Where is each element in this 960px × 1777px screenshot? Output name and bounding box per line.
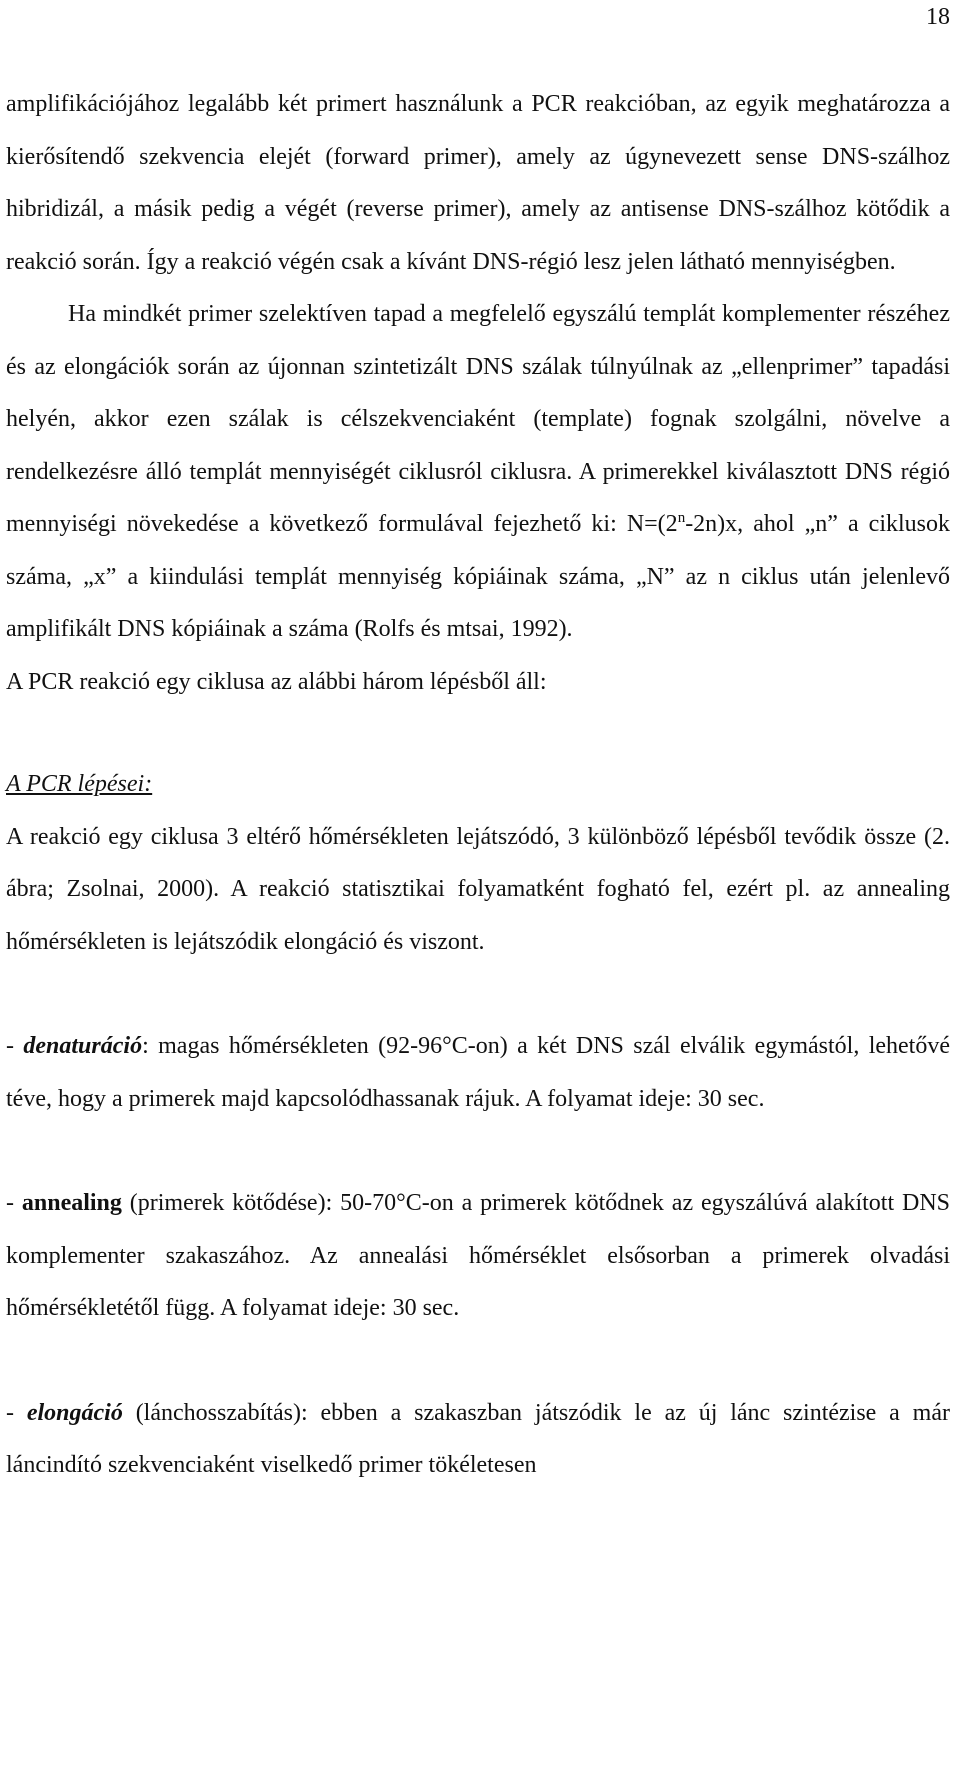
step-annealing	[6, 1177, 950, 1335]
page-body	[6, 78, 950, 1492]
paragraph-primer-binding	[6, 288, 950, 656]
step-text: (lánchosszabítás): ebben a szakaszban játszódik le az új lánc szintézise a már láncindító szekvenciaként viselkedő primer tökéletesen	[6, 1399, 950, 1478]
paragraph-cycle-intro: A PCR reakció egy ciklusa az alábbi három lépésből áll:	[6, 668, 547, 695]
step-dash: -	[6, 1190, 22, 1216]
superscript-n: n	[677, 510, 686, 526]
paragraph-cycle-description: A reakció egy ciklusa 3 eltérő hőmérsékleten lejátszódó, 3 különböző lépésből tevődik össze (2. ábra; Zsolnai, 2000). A reakció statisztikai folyamatként fogható fel, ezért pl. az annealing hőmérsékleten is lejátszódik elongáció és viszont.	[6, 823, 950, 955]
step-elongation	[6, 1387, 950, 1492]
step-dash: -	[6, 1399, 27, 1426]
step-term-denaturation: denaturáció	[23, 1033, 143, 1059]
step-text: : magas hőmérsékleten (92-96°C-on) a két DNS szál elválik egymástól, lehetővé téve, hogy a primerek majd kapcsolódhassanak rájuk. A folyamat ideje: 30 sec.	[6, 1033, 951, 1112]
page-number: 18	[926, 4, 950, 30]
step-term-elongation: elongáció	[26, 1399, 123, 1426]
step-text: (primerek kötődése): 50-70°C-on a primerek kötődnek az egyszálúvá alakított DNS komplementer szakaszához. Az annealási hőmérséklet elsősorban a primerek olvadási hőmérsékletétől függ. A folyamat ideje: 30 sec.	[6, 1190, 950, 1321]
step-dash: -	[6, 1033, 24, 1059]
paragraph-text-after-superscript: -2n)x, ahol „n” a ciklusok száma, „x” a kiindulási templát mennyiség kópiáinak száma, „N” az n ciklus után jelenlevő amplifikált DNS kópiáinak a száma (Rolfs és mtsai, 1992).	[6, 511, 950, 642]
step-term-annealing: annealing	[21, 1190, 122, 1216]
section-heading	[6, 758, 950, 811]
paragraph-text-before-superscript: Ha mindkét primer szelektíven tapad a megfelelő egyszálú templát komplementer részéhez és az elongációk során az újonnan szintetizált DNS szálak túlnyúlnak az „ellenprimer” tapadási helyén, akkor ezen szálak is célszekvenciaként (template) fognak szolgálni, növelve a rendelkezésre álló templát mennyiségét ciklusról ciklusra. A primerekkel kiválasztott DNS régió mennyiségi növekedése a következő formulával fejezhető ki: N=(2	[6, 301, 950, 537]
heading-pcr-steps: A PCR lépései:	[6, 771, 153, 797]
paragraph-amplification: amplifikációjához legalább két primert használunk a PCR reakcióban, az egyik meghatározza a kierősítendő szekvencia elejét (forward primer), amely az úgynevezett sense DNS-szálhoz hibridizál, a másik pedig a végét (reverse primer), amely az antisense DNS-szálhoz kötődik a reakció során. Így a reakció végén csak a kívánt DNS-régió lesz jelen látható mennyiségben.	[6, 91, 950, 275]
step-denaturation	[6, 1020, 950, 1125]
